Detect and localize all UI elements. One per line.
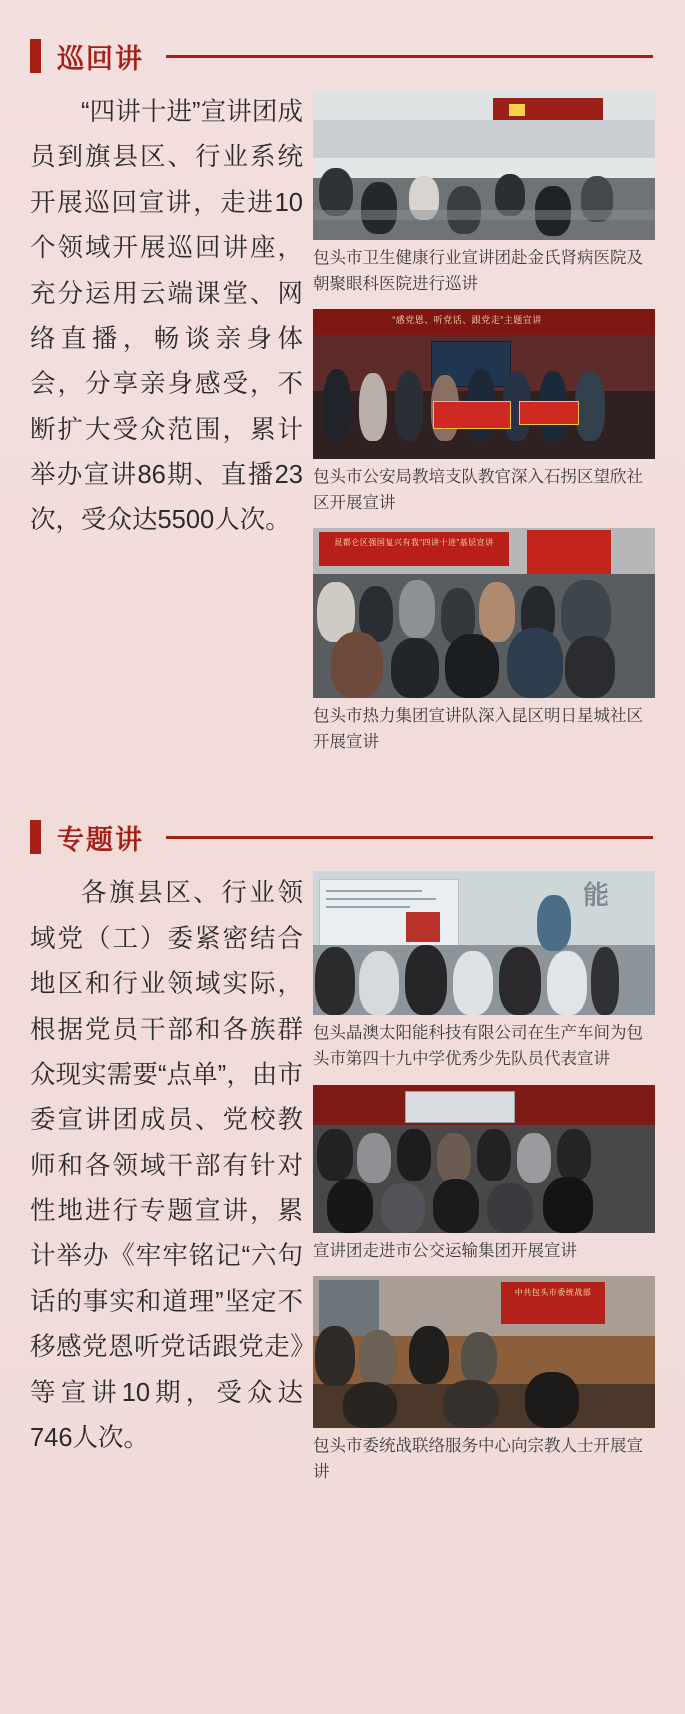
photo-content — [313, 1085, 655, 1233]
section-title: 专题讲 — [57, 824, 144, 855]
section-heading-2 — [30, 817, 655, 857]
photo-content — [313, 309, 655, 459]
heading-rule — [166, 55, 653, 58]
photo-content: 能 — [313, 871, 655, 1015]
figure-caption: 包头市委统战联络服务中心向宗教人士开展宣讲 — [313, 1436, 643, 1481]
figure-caption: 宣讲团走进市公交运输集团开展宣讲 — [313, 1241, 577, 1260]
section-body-1 — [30, 90, 655, 767]
figure-caption: 包头晶澳太阳能科技有限公司在生产车间为包头市第四十九中学优秀少先队员代表宣讲 — [313, 1024, 643, 1069]
section-image-column-2 — [313, 871, 655, 1496]
photo-content — [313, 1276, 655, 1428]
figure-jingao-solar — [313, 871, 655, 1072]
section-heading-1 — [30, 36, 655, 76]
photo-thermal-group — [313, 528, 655, 698]
photo-banner-text: 中共包头市委统战部 — [514, 1287, 592, 1297]
heading-accent-bar — [30, 820, 41, 854]
figure-thermal-group — [313, 528, 655, 755]
heading-accent-bar — [30, 39, 41, 73]
article-page — [0, 36, 685, 1714]
section-paragraph: “四讲十进”宣讲团成员到旗县区、行业系统开展巡回宣讲，走进10个领域开展巡回讲座，充分运用云端课堂、网络直播，畅谈亲身体会，分享亲身感受，不断扩大受众范围，累计举办宣讲86期、直播23次，受众达5500人次。 — [30, 98, 303, 535]
photo-united-front — [313, 1276, 655, 1428]
photo-banner-text: “感党恩、听党话、跟党走”主题宣讲 — [392, 315, 542, 326]
figure-bus-transport — [313, 1085, 655, 1264]
figure-health-industry — [313, 90, 655, 297]
figure-caption: 包头市热力集团宣讲队深入昆区明日星城社区开展宣讲 — [313, 707, 643, 752]
figure-united-front — [313, 1276, 655, 1485]
photo-banner-text: 昆都仑区强国复兴有我“四讲十进”基层宣讲 — [334, 538, 494, 548]
figure-public-security — [313, 309, 655, 516]
section-image-column-1 — [313, 90, 655, 767]
photo-jingao-solar — [313, 871, 655, 1015]
photo-content — [313, 90, 655, 240]
section-paragraph: 各旗县区、行业领域党（工）委紧密结合地区和行业领域实际，根据党员干部和各族群众现实需要“点单”，由市委宣讲团成员、党校教师和各领域干部有针对性地进行专题宣讲，累计举办《牢牢铭记“六句话的事实和道理”坚定不移感党恩听党话跟党走》等宣讲10期，受众达746人次。 — [30, 879, 303, 1452]
figure-caption: 包头市公安局教培支队教官深入石拐区望欣社区开展宣讲 — [313, 468, 643, 513]
heading-rule — [166, 836, 653, 839]
photo-bus-transport — [313, 1085, 655, 1233]
section-text-column-1 — [30, 90, 313, 544]
section-text-column-2 — [30, 871, 313, 1461]
section-title: 巡回讲 — [57, 43, 144, 74]
photo-public-security — [313, 309, 655, 459]
figure-caption: 包头市卫生健康行业宣讲团赴金氏肾病医院及朝聚眼科医院进行巡讲 — [313, 249, 643, 294]
section-body-2 — [30, 871, 655, 1496]
photo-health-industry — [313, 90, 655, 240]
photo-content — [313, 528, 655, 698]
